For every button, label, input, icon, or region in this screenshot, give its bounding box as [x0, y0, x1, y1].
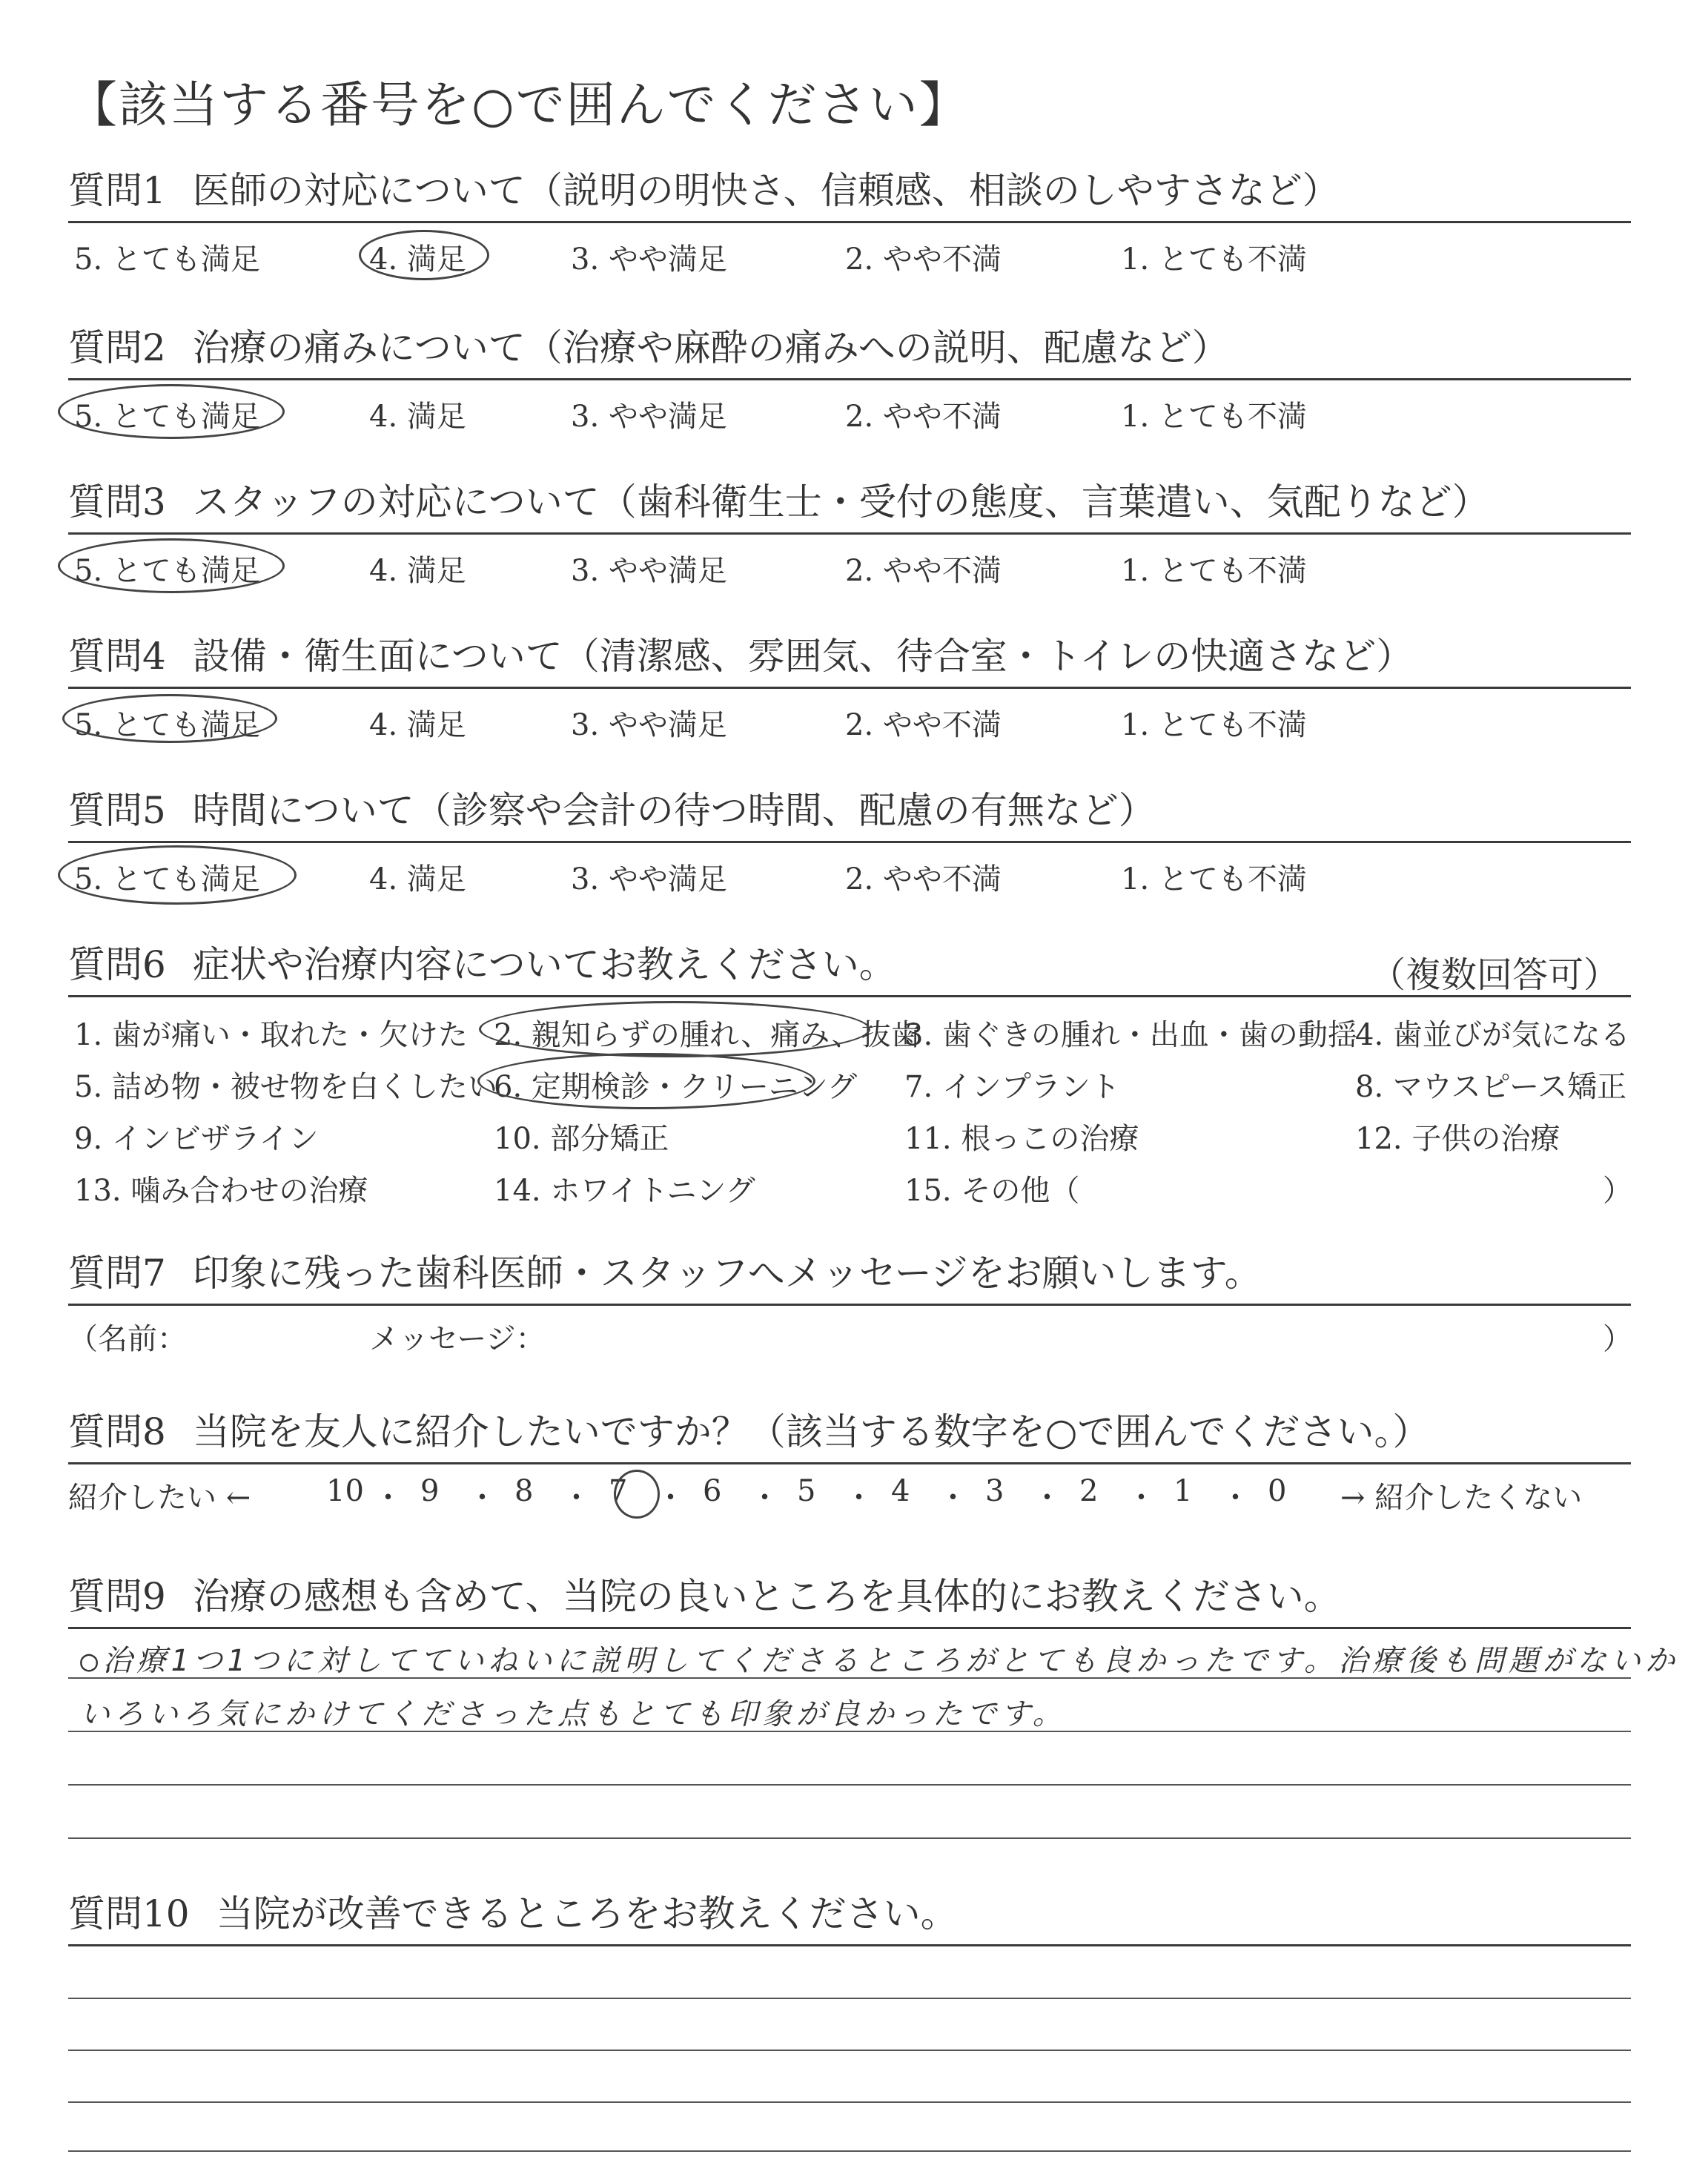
- q3-option-4[interactable]: 4. 満足: [369, 554, 466, 588]
- q3-option-5[interactable]: 5. とても満足: [74, 554, 260, 588]
- q6-number: 質問6: [68, 943, 166, 986]
- q1-option-3[interactable]: 3. やや満足: [571, 242, 727, 277]
- q2-option-5[interactable]: 5. とても満足: [74, 400, 260, 434]
- q8-scale-value-9[interactable]: 9: [420, 1474, 440, 1508]
- q2-text: 治療の痛みについて（治療や麻酔の痛みへの説明、配慮など）: [192, 326, 1229, 369]
- q10-writing-line-3: [68, 2101, 1631, 2103]
- q8-scale-separator: ・: [1032, 1481, 1062, 1515]
- q8-number: 質問8: [68, 1410, 166, 1453]
- q9-text: 治療の感想も含めて、当院の良いところを具体的にお教えください。: [192, 1575, 1341, 1618]
- q10-rule: [68, 1944, 1631, 1946]
- q8-scale-separator: ・: [655, 1481, 686, 1515]
- q5-selection-circle: [58, 845, 297, 905]
- q3-number: 質問3: [68, 480, 166, 524]
- q5-option-5[interactable]: 5. とても満足: [74, 862, 260, 896]
- q9-writing-line-3: [68, 1784, 1631, 1786]
- question-3: [68, 480, 1625, 524]
- q1-selection-circle: [359, 230, 489, 280]
- q6-option-2[interactable]: 2. 親知らずの腫れ、痛み、抜歯: [494, 1018, 921, 1052]
- q8-scale-value-10[interactable]: 10: [326, 1474, 364, 1508]
- q7-rule: [68, 1304, 1631, 1306]
- question-5: [68, 789, 1625, 832]
- q3-option-3[interactable]: 3. やや満足: [571, 554, 727, 588]
- q8-scale-separator: ・: [467, 1481, 497, 1515]
- q2-selection-circle: [58, 384, 285, 439]
- q3-selection-circle: [58, 538, 285, 593]
- q10-writing-line-4: [68, 2150, 1631, 2152]
- q6-option-12[interactable]: 12. 子供の治療: [1355, 1122, 1560, 1156]
- question-9: [68, 1575, 1625, 1618]
- q6-option-3[interactable]: 3. 歯ぐきの腫れ・出血・歯の動揺: [904, 1018, 1357, 1052]
- q1-option-1[interactable]: 1. とても不満: [1121, 242, 1307, 277]
- q9-writing-line-2: [68, 1731, 1631, 1732]
- q1-option-4[interactable]: 4. 満足: [369, 242, 466, 277]
- q7-name-label[interactable]: （名前：: [68, 1322, 187, 1356]
- q3-rule: [68, 532, 1631, 535]
- q6-option-15-close: ）: [1603, 1174, 1632, 1208]
- q5-option-4[interactable]: 4. 満足: [369, 862, 466, 896]
- q4-option-5[interactable]: 5. とても満足: [74, 708, 260, 742]
- q8-rule: [68, 1462, 1631, 1464]
- q6-option-1[interactable]: 1. 歯が痛い・取れた・欠けた: [74, 1018, 468, 1052]
- q7-number: 質問7: [68, 1252, 166, 1295]
- q8-text: 当院を友人に紹介したいですか？（該当する数字を○で囲んでください。）: [192, 1410, 1430, 1453]
- q1-number: 質問1: [68, 169, 166, 212]
- question-7: [68, 1252, 1625, 1295]
- q7-close-paren: ）: [1603, 1322, 1632, 1356]
- instruction-title: 【該当する番号を○で囲んでください】: [68, 76, 970, 133]
- q8-scale-value-1[interactable]: 1: [1174, 1474, 1193, 1508]
- q6-text: 症状や治療内容についてお教えください。: [192, 943, 896, 986]
- q2-option-3[interactable]: 3. やや満足: [571, 400, 727, 434]
- q10-text: 当院が改善できるところをお教えください。: [216, 1892, 958, 1935]
- q8-selection-circle: [614, 1470, 660, 1519]
- q10-writing-line-1: [68, 1998, 1631, 1999]
- question-1: [68, 169, 1625, 212]
- q6-multiple-note: （複数回答可）: [1369, 954, 1619, 996]
- q6-option-14[interactable]: 14. ホワイトニング: [494, 1174, 755, 1208]
- q4-rule: [68, 687, 1631, 689]
- q5-option-1[interactable]: 1. とても不満: [1121, 862, 1307, 896]
- q8-scale-separator: ・: [1126, 1481, 1156, 1515]
- q8-scale-separator: ・: [561, 1481, 592, 1515]
- q6-option-10[interactable]: 10. 部分矯正: [494, 1122, 669, 1156]
- q8-scale-separator: ・: [1220, 1481, 1251, 1515]
- q2-number: 質問2: [68, 326, 166, 369]
- q1-rule: [68, 221, 1631, 223]
- q8-scale-value-2[interactable]: 2: [1079, 1474, 1099, 1508]
- q1-text: 医師の対応について（説明の明快さ、信頼感、相談のしやすさなど）: [192, 169, 1340, 212]
- q6-option-13[interactable]: 13. 噛み合わせの治療: [74, 1174, 368, 1208]
- q4-number: 質問4: [68, 635, 166, 678]
- q8-scale-value-8[interactable]: 8: [514, 1474, 534, 1508]
- q6-option-7[interactable]: 7. インプラント: [904, 1070, 1120, 1104]
- question-10: [68, 1892, 1625, 1935]
- q8-scale-value-3[interactable]: 3: [985, 1474, 1004, 1508]
- q8-scale-value-4[interactable]: 4: [891, 1474, 910, 1508]
- q6-selection-circle-6: [477, 1053, 815, 1109]
- q8-scale-separator: ・: [844, 1481, 874, 1515]
- q8-scale-separator: ・: [373, 1481, 403, 1515]
- q6-option-15[interactable]: 15. その他（: [904, 1174, 1080, 1208]
- q2-option-2[interactable]: 2. やや不満: [845, 400, 1002, 434]
- q5-number: 質問5: [68, 789, 166, 832]
- q7-text: 印象に残った歯科医師・スタッフへメッセージをお願いします。: [192, 1252, 1262, 1295]
- q2-rule: [68, 378, 1631, 380]
- q7-message-label[interactable]: メッセージ：: [369, 1322, 546, 1356]
- q3-text: スタッフの対応について（歯科衛生士・受付の態度、言葉遣い、気配りなど）: [192, 480, 1489, 524]
- q5-text: 時間について（診察や会計の待つ時間、配慮の有無など）: [192, 789, 1156, 832]
- q10-number: 質問10: [68, 1892, 190, 1935]
- q8-scale-value-6[interactable]: 6: [703, 1474, 722, 1508]
- q1-option-5[interactable]: 5. とても満足: [74, 242, 260, 277]
- q5-option-3[interactable]: 3. やや満足: [571, 862, 727, 896]
- q5-rule: [68, 841, 1631, 843]
- q6-selection-circle-2: [479, 1001, 870, 1057]
- q6-option-5[interactable]: 5. 詰め物・被せ物を白くしたい: [74, 1070, 497, 1104]
- q4-option-3[interactable]: 3. やや満足: [571, 708, 727, 742]
- q9-writing-line-1: [68, 1677, 1631, 1679]
- question-2: [68, 326, 1625, 369]
- q9-rule: [68, 1627, 1631, 1629]
- q2-option-4[interactable]: 4. 満足: [369, 400, 466, 434]
- q8-scale-separator: ・: [749, 1481, 780, 1515]
- q5-option-2[interactable]: 2. やや不満: [845, 862, 1002, 896]
- q4-text: 設備・衛生面について（清潔感、雰囲気、待合室・トイレの快適さなど）: [192, 635, 1414, 678]
- q3-option-1[interactable]: 1. とても不満: [1121, 554, 1307, 588]
- q2-option-1[interactable]: 1. とても不満: [1121, 400, 1307, 434]
- q4-option-4[interactable]: 4. 満足: [369, 708, 466, 742]
- q4-selection-circle: [62, 694, 277, 743]
- q9-answer-line-1: ○治療1つ1つに対してていねいに説明してくださるところがとても良かったです。治療後も問題がないか: [80, 1644, 1680, 1678]
- q9-number: 質問9: [68, 1575, 166, 1618]
- q6-option-11[interactable]: 11. 根っこの治療: [904, 1122, 1139, 1156]
- q6-option-9[interactable]: 9. インビザライン: [74, 1122, 319, 1156]
- q1-option-2[interactable]: 2. やや不満: [845, 242, 1002, 277]
- q4-option-1[interactable]: 1. とても不満: [1121, 708, 1307, 742]
- q6-rule: [68, 995, 1631, 997]
- question-8: [68, 1410, 1625, 1453]
- q6-option-4[interactable]: 4. 歯並びが気になる: [1355, 1018, 1630, 1052]
- q8-scale-value-0[interactable]: 0: [1268, 1474, 1287, 1508]
- q8-scale-separator: ・: [938, 1481, 968, 1515]
- q3-option-2[interactable]: 2. やや不満: [845, 554, 1002, 588]
- q9-writing-line-4: [68, 1837, 1631, 1839]
- q9-answer-line-2: いろいろ気にかけてくださった点もとても印象が良かったです。: [80, 1697, 1067, 1731]
- question-4: [68, 635, 1625, 678]
- q10-writing-line-2: [68, 2050, 1631, 2051]
- q8-scale-value-5[interactable]: 5: [797, 1474, 816, 1508]
- q4-option-2[interactable]: 2. やや不満: [845, 708, 1002, 742]
- q8-scale-value-7[interactable]: 7: [609, 1474, 628, 1508]
- q6-option-6[interactable]: 6. 定期検診・クリーニング: [494, 1070, 858, 1104]
- q8-left-label: 紹介したい ←: [68, 1481, 251, 1515]
- q6-option-8[interactable]: 8. マウスピース矯正: [1355, 1070, 1627, 1104]
- q8-right-label: → 紹介したくない: [1340, 1481, 1583, 1515]
